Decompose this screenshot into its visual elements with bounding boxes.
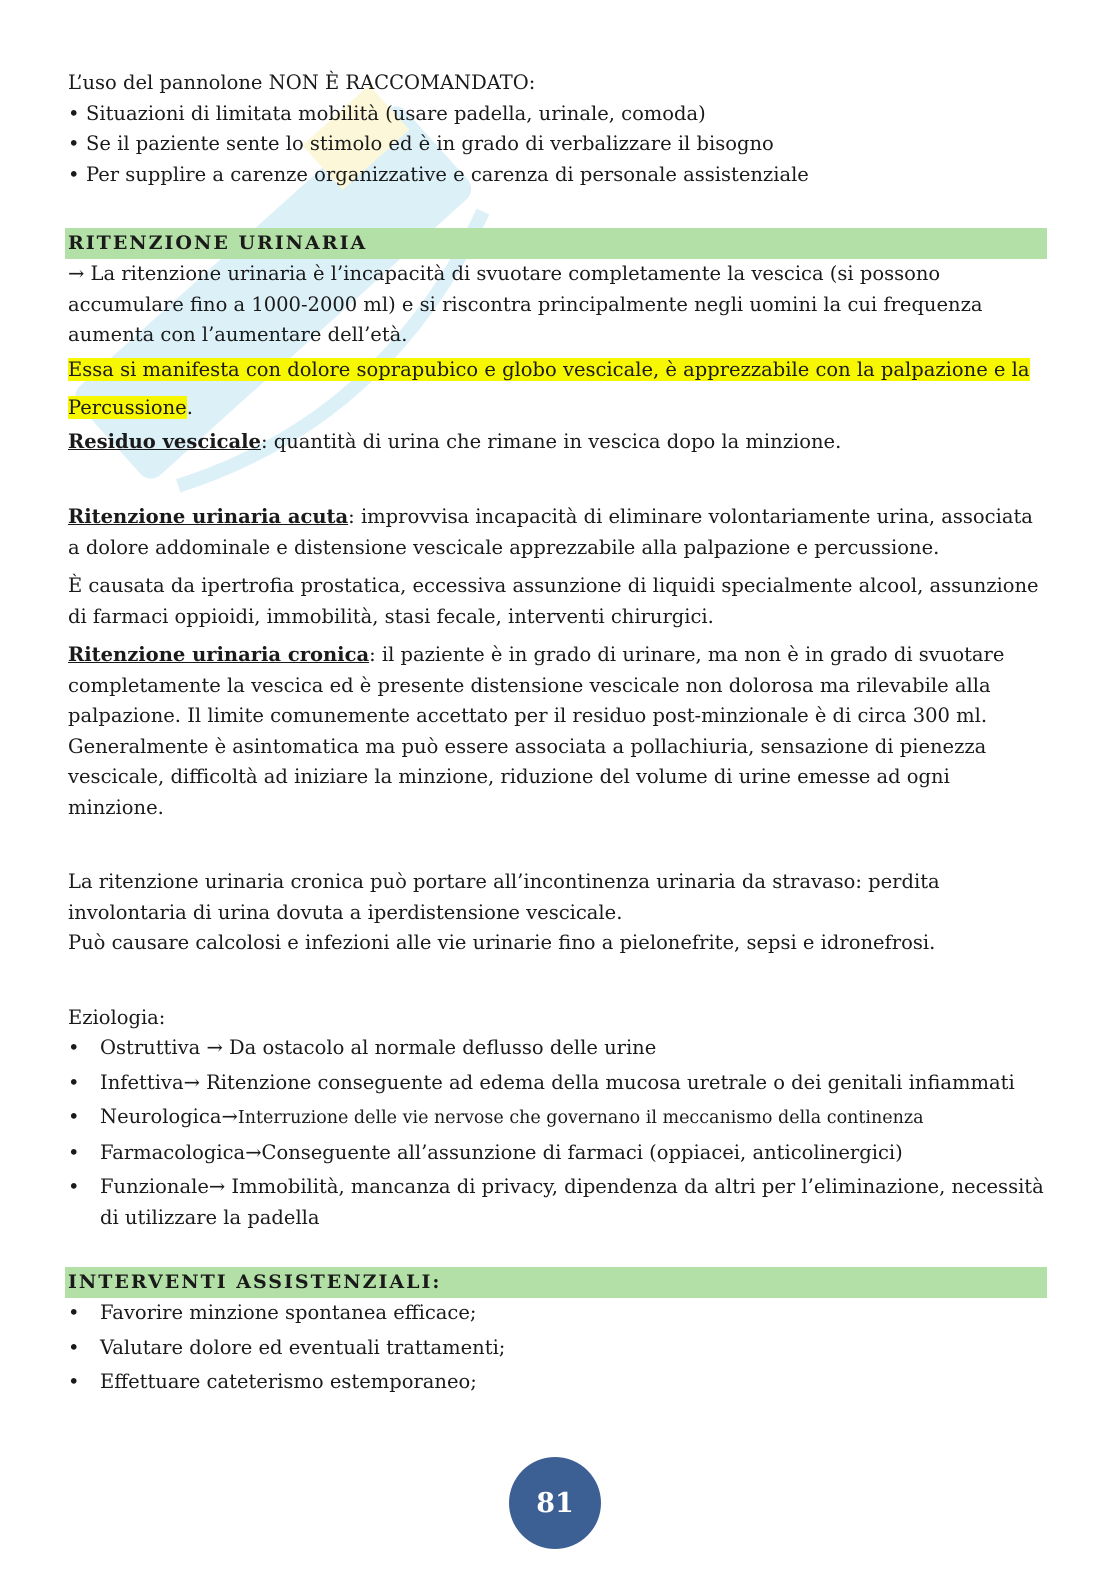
highlight: Essa si manifesta con dolore soprapubico e globo vescicale, è apprezzabile con la palpazione e la Percussione — [68, 357, 1030, 419]
list-item: • Funzionale→ Immobilità, mancanza di privacy, dipendenza da altri per l’eliminazione, necessità di utilizzare la padella — [68, 1172, 1048, 1233]
list-item: • Neurologica→Interruzione delle vie nervose che governano il meccanismo della continenza — [68, 1102, 1048, 1134]
list-item: • Infettiva→ Ritenzione conseguente ad edema della mucosa uretrale o dei genitali infiammati — [68, 1068, 1048, 1099]
ritenzione-definition: → La ritenzione urinaria è l’incapacità di svuotare completamente la vescica (si possono accumulare fino a 1000-2000 ml) e si riscontra principalmente negli uomini la cui frequenza aumenta con l’aumentare dell’età. — [68, 262, 983, 346]
intro-heading: L’uso del pannolone NON È RACCOMANDATO: — [68, 71, 536, 94]
cronica-paragraph: Ritenzione urinaria cronica: il paziente è in grado di urinare, ma non è in grado di svuotare completamente la vescica ed è presente distensione vescicale non dolorosa ma rilevabile alla palpazione. Il limite comunemente accettato per il residuo post-minzionale è di circa 300 ml. Generalmente è asintomatica ma può essere associata a pollachiuria, sensazione di pienezza vescicale, difficoltà ad iniziare la minzione, riduzione del volume di urine emesse ad ogni minzione. — [68, 643, 1005, 819]
intro-bullet: • Situazioni di limitata mobilità (usare padella, urinale, comoda) — [68, 101, 706, 125]
section-heading-interventi: INTERVENTI ASSISTENZIALI: — [65, 1267, 1047, 1298]
eziologia-title: Eziologia: — [68, 1005, 166, 1029]
cronica-term: Ritenzione urinaria cronica — [68, 643, 370, 666]
residuo-term: Residuo vescicale — [68, 429, 261, 453]
list-item: • Favorire minzione spontanea efficace; — [68, 1298, 1048, 1329]
highlighted-paragraph: Essa si manifesta con dolore soprapubico e globo vescicale, è apprezzabile con la palpazione e la Percussione. — [68, 357, 1030, 419]
acuta-term: Ritenzione urinaria acuta — [68, 505, 349, 528]
page-number-badge: 81 — [509, 1457, 601, 1549]
interventi-list — [68, 1298, 1048, 1398]
list-item: • Ostruttiva → Da ostacolo al normale deflusso delle urine — [68, 1033, 1048, 1064]
complications-paragraph: La ritenzione urinaria cronica può portare all’incontinenza urinaria da stravaso: perdita involontaria di urina dovuta a iperdistensione vescicale. — [68, 870, 940, 924]
eziologia-list — [68, 1033, 1048, 1233]
section-heading-ritenzione: RITENZIONE URINARIA — [65, 228, 1047, 259]
intro-bullet: • Per supplire a carenze organizzative e carenza di personale assistenziale — [68, 162, 809, 186]
intro-bullet: • Se il paziente sente lo stimolo ed è in grado di verbalizzare il bisogno — [68, 132, 774, 155]
list-item: • Effettuare cateterismo estemporaneo; — [68, 1367, 1048, 1398]
list-item: • Farmacologica→Conseguente all’assunzione di farmaci (oppiacei, anticolinergici) — [68, 1138, 1048, 1169]
cause-paragraph: È causata da ipertrofia prostatica, eccessiva assunzione di liquidi specialmente alcool, assunzione di farmaci oppioidi, immobilità, stasi fecale, interventi chirurgici. — [68, 574, 1039, 628]
list-item: • Valutare dolore ed eventuali trattamenti; — [68, 1333, 1048, 1364]
document-page — [68, 68, 1048, 1402]
acuta-paragraph: Ritenzione urinaria acuta: improvvisa incapacità di eliminare volontariamente urina, associata a dolore addominale e distensione vescicale apprezzabile alla palpazione e percussione. — [68, 505, 1033, 559]
residuo-paragraph: Residuo vescicale: quantità di urina che rimane in vescica dopo la minzione. — [68, 429, 842, 453]
complications-paragraph: Può causare calcolosi e infezioni alle vie urinarie fino a pielonefrite, sepsi e idronefrosi. — [68, 931, 936, 954]
